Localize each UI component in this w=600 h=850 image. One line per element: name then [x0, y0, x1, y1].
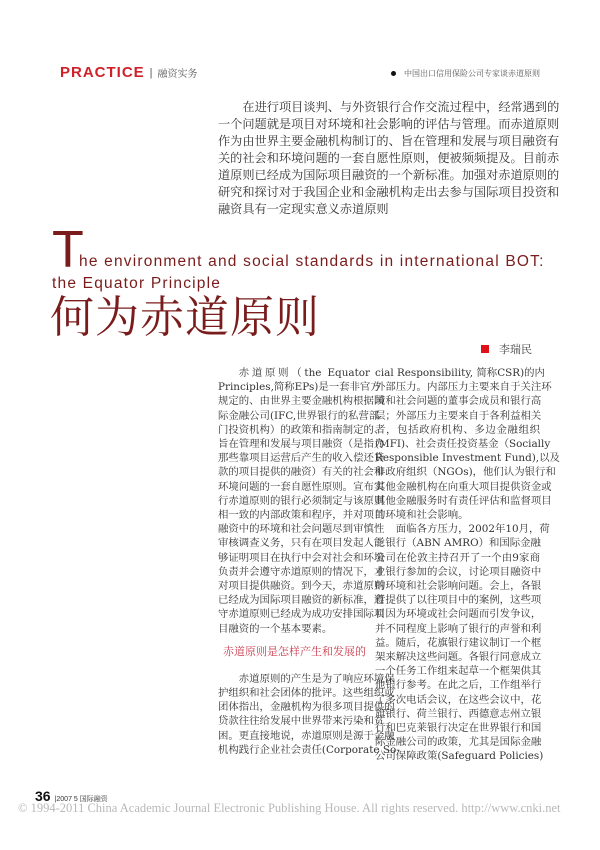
text-line: 益。随后，花旗银行建议制订一个框	[375, 636, 542, 649]
intro-paragraph	[218, 99, 560, 218]
text-line: 并不同程度上影响了银行的声誉和利	[375, 622, 542, 635]
square-bullet-icon	[481, 345, 489, 353]
running-header	[391, 68, 540, 79]
left-column	[218, 366, 400, 757]
text-line: 研究和探讨对于我国企业和金融机构走出去参与国际项目投资和	[218, 185, 560, 199]
english-title-line-1: he environment and social standards in international BOT:	[79, 253, 545, 270]
text-line: Responsible Investment Fund),以及	[375, 452, 560, 465]
text-line: 架来解决这些问题。各银行同意成立	[375, 651, 542, 664]
text-line: 对项目提供融资。到今天，赤道原则	[218, 580, 385, 593]
author-byline	[481, 341, 532, 357]
section-label-cn: 融资实务	[157, 69, 198, 80]
paragraph	[375, 522, 550, 763]
page-number: 36	[35, 788, 51, 804]
left-column-body-2	[218, 672, 400, 757]
paragraph	[218, 366, 385, 636]
text-line: 困。更直接地说，赤道原则是源于金融	[218, 729, 395, 742]
text-line: 门投资机构）的政策和指南制定的、	[218, 423, 385, 436]
paragraph	[218, 99, 560, 218]
text-line: 一个问题就是项目对环境和社会影响的评估与管理。而赤道原则	[218, 117, 560, 131]
text-line: 业银行参加的会议，讨论项目融资中	[375, 565, 542, 578]
text-line: 审核调查义务，只有在项目发起人能	[218, 537, 385, 550]
text-line: 已经成为国际项目融资的新标准，遵	[218, 594, 385, 607]
text-line: Principles,简称EPs)是一套非官方	[218, 381, 381, 394]
text-line: 目融资的一个基本要素。	[218, 622, 333, 635]
text-line: 其他金融服务时有责任评估和监督项目	[375, 494, 552, 507]
text-line: 际金融公司的政策，尤其是国际金融	[375, 736, 542, 749]
running-title: 中国出口信用保险公司专家谈赤道原则	[404, 69, 540, 78]
text-line: 融资中的环境和社会问题尽到审慎性	[218, 523, 385, 536]
text-line: 赤道原则（the Equator	[238, 367, 370, 379]
text-line: cial Responsibility, 简称CSR)的内	[375, 367, 545, 379]
text-line: 目因为环境或社会问题而引发争议，	[375, 608, 542, 621]
right-column-body	[375, 366, 560, 764]
text-line: 其他金融机构在向重大项目提供资金或	[375, 480, 552, 493]
paragraph	[375, 366, 560, 522]
text-line: 行和巴克莱银行决定在世界银行和国	[375, 722, 542, 735]
text-line: (MFI)、社会责任投资基金（Socially	[375, 438, 551, 451]
text-line: 面临各方压力，2002年10月，荷	[395, 523, 550, 536]
issue-info: |2007 5 国际融资	[54, 796, 108, 803]
text-line: 规定的、由世界主要金融机构根据国	[218, 395, 385, 408]
text-line: 际金融公司(IFC,世界银行的私营部	[218, 409, 380, 422]
text-line: 道原则已经成为国际项目融资的一个新标准。加强对赤道原则的	[218, 168, 560, 182]
header-separator: |	[149, 66, 153, 79]
text-line: 一个任务工作组来起草一个框架供其	[375, 665, 542, 678]
text-line: 那些靠项目运营后产生的收入偿还贷	[218, 452, 385, 465]
text-line: 环境问题的一套自愿性原则。宣布实	[218, 480, 385, 493]
page-title: 何为赤道原则	[50, 292, 320, 343]
text-line: 在进行项目谈判、与外资银行合作交流过程中，经常遇到的	[242, 100, 560, 114]
text-line: 够证明项目在执行中会对社会和环境	[218, 551, 385, 564]
subheading: 赤道原则是怎样产生和发展的	[223, 644, 366, 658]
section-header	[60, 64, 198, 81]
text-line: 护组织和社会团体的批评。这些组织或	[218, 687, 395, 700]
text-line: 赤道原则的产生是为了响应环境保	[238, 672, 395, 685]
text-line: 负责并会遵守赤道原则的情况下，才	[218, 565, 385, 578]
author-name: 李瑞民	[499, 343, 532, 356]
text-line: 非政府组织（NGOs)，他们认为银行和	[375, 466, 556, 479]
text-line: 的环境和社会影响。	[375, 509, 469, 522]
text-line: 相一致的内部政策和程序，并对项目	[218, 509, 385, 522]
text-line: 作为由世界主要金融机构制订的、旨在管理和发展与项目融资有	[218, 134, 560, 148]
paragraph	[218, 672, 400, 757]
text-line: 兰银行（ABN AMRO）和国际金融	[375, 537, 541, 550]
text-line: 行赤道原则的银行必须制定与该原则	[218, 494, 385, 507]
text-line: 的环境和社会影响问题。会上，各银	[375, 580, 542, 593]
text-line: 公司在伦敦主持召开了一个由9家商	[375, 551, 540, 564]
text-line: 团体指出，金融机构为很多项目提供的	[218, 701, 395, 714]
text-line: 机构践行企业社会责任(Corporate So-	[218, 743, 400, 756]
text-line: 公司保障政策(Safeguard Policies)	[375, 750, 544, 763]
title-drop-initial: T	[52, 221, 84, 279]
text-line: 旨在管理和发展与项目融资（是指为	[218, 438, 385, 451]
text-line: 了多次电话会议，在这些会议中，花	[375, 693, 542, 706]
text-line: 关的社会和环境问题的一套自愿性原则，便被频频提及。目前赤	[218, 151, 560, 165]
text-line: 他银行参考。在此之后，工作组举行	[375, 679, 542, 692]
english-title-line-2: the Equator Principle	[52, 275, 222, 292]
text-line: 款的项目提供的融资）有关的社会和	[218, 466, 385, 479]
text-line: 行提供了以往项目中的案例，这些项	[375, 594, 542, 607]
bullet-icon	[391, 71, 396, 76]
text-line: 境和社会问题的董事会成员和银行高	[375, 395, 542, 408]
text-line: 者，包括政府机构、多边金融组织	[375, 423, 540, 436]
text-line: 旗银行、荷兰银行、西德意志州立银	[375, 707, 542, 720]
copyright-notice: © 1994-2011 China Academic Journal Electronic Publishing House. All rights reserved. http://www.cnki.net	[18, 801, 561, 815]
section-label-en: PRACTICE	[60, 64, 145, 81]
text-line: 外部压力。内部压力主要来自于关注环	[375, 381, 552, 394]
right-column	[375, 366, 560, 764]
text-line: 层；外部压力主要来自于各利益相关	[375, 409, 542, 422]
left-column-body	[218, 366, 385, 636]
text-line: 守赤道原则已经成为成功安排国际项	[218, 608, 385, 621]
text-line: 贷款往往给发展中世界带来污染和贫	[218, 715, 385, 728]
text-line: 融资具有一定现实意义赤道原则	[218, 202, 389, 216]
